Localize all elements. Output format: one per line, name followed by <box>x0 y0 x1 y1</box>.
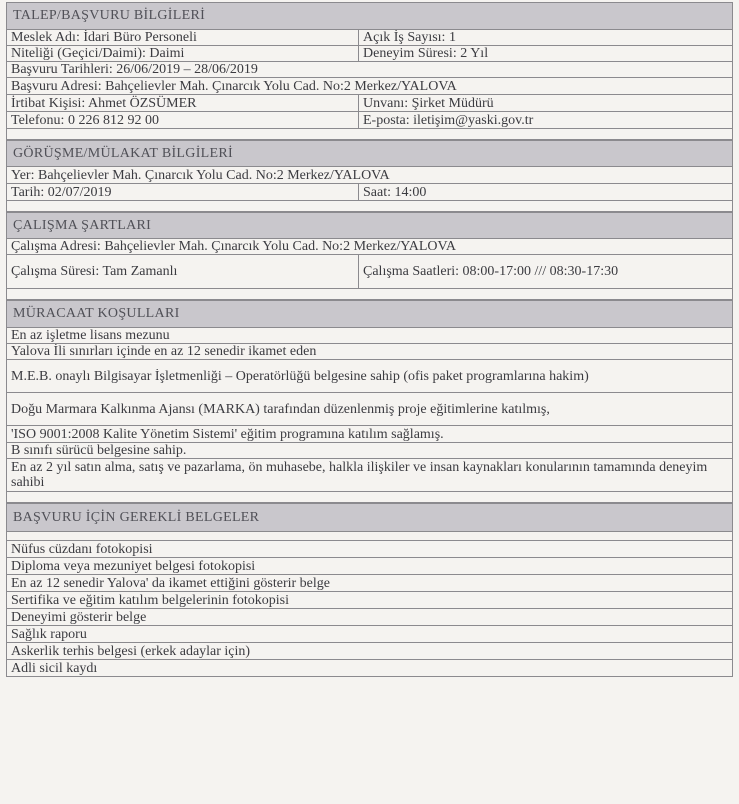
document-text: Sertifika ve eğitim katılım belgelerinin fotokopisi <box>11 592 289 608</box>
condition-text: Yalova İli sınırları içinde en az 12 senedir ikamet eden <box>11 344 317 359</box>
section-header-talep <box>7 2 732 30</box>
list-item <box>7 575 732 592</box>
section-title: BAŞVURU İÇİN GEREKLİ BELGELER <box>13 509 260 525</box>
eposta-field: E-posta: iletişim@yaski.gov.tr <box>363 112 534 128</box>
row-calisma-adresi <box>7 239 732 255</box>
list-item <box>7 626 732 643</box>
section-header-muracaat <box>7 300 732 328</box>
list-item <box>7 592 732 609</box>
spacer <box>7 201 732 212</box>
meslek-field: Meslek Adı: İdari Büro Personeli <box>7 30 359 45</box>
spacer <box>7 532 732 541</box>
list-item <box>7 459 732 492</box>
spacer <box>7 492 732 503</box>
calisma-suresi-field: Çalışma Süresi: Tam Zamanlı <box>7 255 359 288</box>
section-header-gorusme <box>7 140 732 167</box>
list-item <box>7 609 732 626</box>
section-title: TALEP/BAŞVURU BİLGİLERİ <box>13 8 206 23</box>
telefon-field: Telefonu: 0 226 812 92 00 <box>7 112 359 128</box>
application-form <box>6 2 733 677</box>
row-tarih <box>7 184 732 201</box>
row-irtibat <box>7 95 732 112</box>
calisma-adresi-field: Çalışma Adresi: Bahçelievler Mah. Çınarcık Yolu Cad. No:2 Merkez/YALOVA <box>11 239 456 254</box>
saat-field: Saat: 14:00 <box>363 184 427 200</box>
list-item <box>7 360 732 393</box>
document-text: Nüfus cüzdanı fotokopisi <box>11 541 153 557</box>
document-text: Adli sicil kaydı <box>11 660 98 676</box>
section-header-belgeler <box>7 503 732 532</box>
condition-text: Doğu Marmara Kalkınma Ajansı (MARKA) tarafından düzenlenmiş proje eğitimlerine katılmış, <box>11 401 550 417</box>
document-text: Diploma veya mezuniyet belgesi fotokopisi <box>11 558 256 574</box>
list-item <box>7 558 732 575</box>
list-item <box>7 393 732 426</box>
row-niteligi <box>7 46 732 62</box>
deneyim-suresi-field: Deneyim Süresi: 2 Yıl <box>363 46 489 61</box>
list-item <box>7 443 732 459</box>
irtibat-field: İrtibat Kişisi: Ahmet ÖZSÜMER <box>7 95 359 111</box>
list-item <box>7 643 732 660</box>
calisma-saatleri-field: Çalışma Saatleri: 08:00-17:00 /// 08:30-17:30 <box>363 264 619 279</box>
row-telefon <box>7 112 732 129</box>
row-calisma-suresi <box>7 255 732 289</box>
condition-text: M.E.B. onaylı Bilgisayar İşletmenliği – Operatörlüğü belgesine sahip (ofis paket programlarına hakim) <box>11 368 589 384</box>
section-title: ÇALIŞMA ŞARTLARI <box>13 217 152 233</box>
spacer <box>7 129 732 140</box>
unvani-field: Unvanı: Şirket Müdürü <box>363 95 494 111</box>
basvuru-tarihleri-field: Başvuru Tarihleri: 26/06/2019 – 28/06/2019 <box>11 62 258 77</box>
condition-text: En az 2 yıl satın alma, satış ve pazarlama, ön muhasebe, halkla ilişkiler ve insan kaynakları konularının tamamında deneyim sahibi <box>11 460 708 490</box>
list-item <box>7 328 732 344</box>
list-item <box>7 541 732 558</box>
condition-text: En az işletme lisans mezunu <box>11 328 170 343</box>
acik-is-field: Açık İş Sayısı: 1 <box>363 30 456 45</box>
document-text: Askerlik terhis belgesi (erkek adaylar için) <box>11 643 251 659</box>
row-meslek <box>7 30 732 46</box>
document-text: En az 12 senedir Yalova' da ikamet ettiğini gösterir belge <box>11 575 330 591</box>
section-title: MÜRACAAT KOŞULLARI <box>13 306 180 321</box>
document-text: Deneyimi gösterir belge <box>11 609 147 625</box>
spacer <box>7 289 732 300</box>
list-item <box>7 344 732 360</box>
list-item <box>7 426 732 443</box>
condition-text: 'ISO 9001:2008 Kalite Yönetim Sistemi' eğitim programına katılım sağlamış. <box>11 426 444 442</box>
section-title: GÖRÜŞME/MÜLAKAT BİLGİLERİ <box>13 145 233 161</box>
row-basvuru-tarihleri <box>7 62 732 78</box>
condition-text: B sınıfı sürücü belgesine sahip. <box>11 443 187 458</box>
row-basvuru-adresi <box>7 78 732 95</box>
tarih-field: Tarih: 02/07/2019 <box>7 184 359 200</box>
basvuru-adresi-field: Başvuru Adresi: Bahçelievler Mah. Çınarcık Yolu Cad. No:2 Merkez/YALOVA <box>11 78 457 94</box>
yer-field: Yer: Bahçelievler Mah. Çınarcık Yolu Cad. No:2 Merkez/YALOVA <box>11 167 390 183</box>
document-text: Sağlık raporu <box>11 626 87 642</box>
section-header-calisma <box>7 212 732 239</box>
niteligi-field: Niteliği (Geçici/Daimi): Daimi <box>7 46 359 61</box>
row-yer <box>7 167 732 184</box>
list-item <box>7 660 732 677</box>
